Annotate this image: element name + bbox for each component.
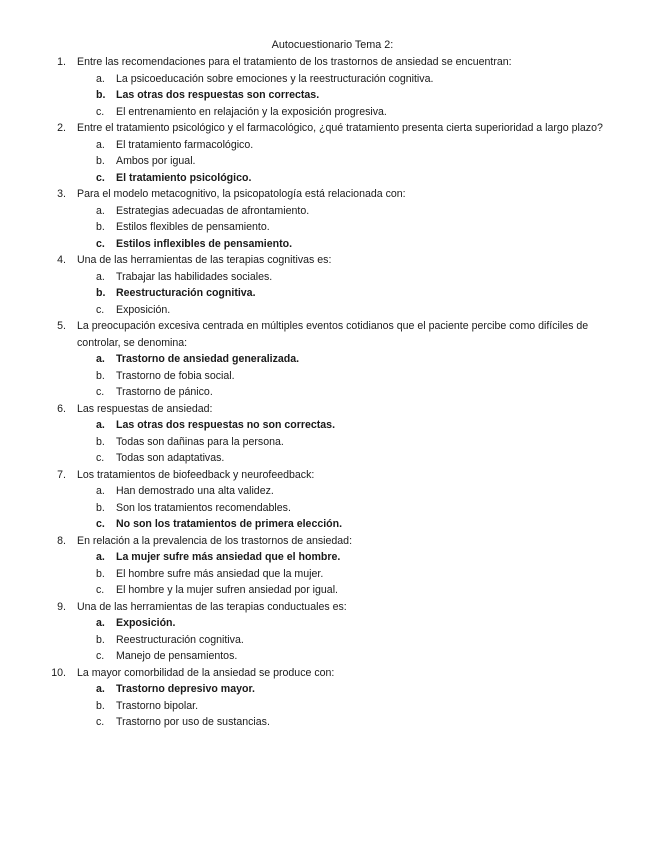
answer-option-correct bbox=[0, 516, 655, 533]
option-letter: a. bbox=[96, 551, 105, 563]
question-number: 10. bbox=[51, 666, 66, 679]
question-line bbox=[0, 533, 655, 550]
answer-option-correct bbox=[0, 417, 655, 434]
question-text: Entre las recomendaciones para el tratamiento de los trastornos de ansiedad se encuentran: bbox=[77, 56, 512, 68]
answer-option-correct bbox=[0, 170, 655, 187]
option-letter: b. bbox=[96, 369, 105, 382]
question-number: 4. bbox=[57, 254, 66, 266]
question-line bbox=[0, 186, 655, 203]
question-line bbox=[0, 599, 655, 616]
option-text: Estilos inflexibles de pensamiento. bbox=[116, 237, 293, 250]
option-letter: b. bbox=[96, 699, 105, 712]
answer-option bbox=[0, 698, 655, 715]
option-letter: c. bbox=[96, 650, 105, 662]
page-title: Autocuestionario Tema 2: bbox=[271, 39, 394, 51]
answer-option-correct bbox=[0, 236, 655, 253]
option-letter: a. bbox=[96, 72, 105, 85]
option-text: Trastorno de ansiedad generalizada. bbox=[116, 353, 300, 365]
question-line bbox=[0, 54, 655, 71]
option-letter: a. bbox=[96, 617, 105, 629]
option-letter: b. bbox=[96, 633, 105, 646]
question-text: La preocupación excesiva centrada en múltiples eventos cotidianos que el paciente percibe como difíciles de controlar, se denomina: bbox=[77, 320, 589, 349]
option-text: Las otras dos respuestas no son correctas. bbox=[116, 419, 336, 431]
answer-option bbox=[0, 269, 655, 286]
question-text: La mayor comorbilidad de la ansiedad se produce con: bbox=[77, 666, 335, 679]
question-text: En relación a la prevalencia de los trastornos de ansiedad: bbox=[77, 534, 353, 547]
question-number: 6. bbox=[57, 402, 66, 415]
answer-option-correct bbox=[0, 549, 655, 566]
option-letter: c. bbox=[96, 452, 105, 464]
answer-option bbox=[0, 153, 655, 170]
answer-option bbox=[0, 71, 655, 88]
option-letter: b. bbox=[96, 155, 105, 167]
option-letter: a. bbox=[96, 683, 105, 695]
option-text: Ambos por igual. bbox=[116, 155, 196, 167]
question-item bbox=[0, 54, 655, 120]
option-letter: a. bbox=[96, 485, 105, 497]
option-text: Han demostrado una alta validez. bbox=[116, 485, 274, 497]
option-text: Exposición. bbox=[116, 303, 171, 316]
question-text: Para el modelo metacognitivo, la psicopatología está relacionada con: bbox=[77, 188, 406, 200]
answer-option-correct bbox=[0, 87, 655, 104]
answer-option-correct bbox=[0, 351, 655, 368]
option-text: Trastorno de pánico. bbox=[116, 386, 213, 398]
answer-option bbox=[0, 500, 655, 517]
option-text: La mujer sufre más ansiedad que el hombre. bbox=[116, 551, 341, 563]
answer-option bbox=[0, 582, 655, 599]
option-letter: c. bbox=[96, 518, 105, 530]
question-number: 1. bbox=[57, 56, 66, 68]
option-letter: b. bbox=[96, 89, 106, 101]
answer-option bbox=[0, 566, 655, 583]
question-item bbox=[0, 120, 655, 186]
option-text: Reestructuración cognitiva. bbox=[116, 287, 256, 299]
question-number: 3. bbox=[57, 188, 66, 200]
question-item bbox=[0, 318, 655, 401]
option-text: Estilos flexibles de pensamiento. bbox=[116, 221, 270, 233]
option-letter: a. bbox=[96, 353, 105, 365]
option-text: El hombre y la mujer sufren ansiedad por igual. bbox=[116, 584, 338, 596]
question-text: Los tratamientos de biofeedback y neurofeedback: bbox=[77, 468, 315, 481]
question-text: Una de las herramientas de las terapias cognitivas es: bbox=[77, 254, 332, 266]
option-text: El tratamiento psicológico. bbox=[116, 171, 252, 184]
answer-option-correct bbox=[0, 681, 655, 698]
option-text: Exposición. bbox=[116, 617, 176, 629]
answer-option bbox=[0, 450, 655, 467]
option-letter: c. bbox=[96, 171, 105, 184]
option-letter: a. bbox=[96, 270, 105, 283]
option-text: Son los tratamientos recomendables. bbox=[116, 501, 291, 514]
option-letter: c. bbox=[96, 716, 105, 728]
answer-option bbox=[0, 219, 655, 236]
answer-option-correct bbox=[0, 615, 655, 632]
option-letter: b. bbox=[96, 435, 105, 448]
question-item bbox=[0, 665, 655, 731]
option-text: Trastorno de fobia social. bbox=[116, 369, 235, 382]
answer-option bbox=[0, 384, 655, 401]
option-text: El tratamiento farmacológico. bbox=[116, 138, 254, 151]
question-line bbox=[0, 318, 627, 351]
question-number: 2. bbox=[57, 122, 66, 134]
answer-option-correct bbox=[0, 285, 655, 302]
option-text: Trastorno depresivo mayor. bbox=[116, 683, 255, 695]
option-letter: b. bbox=[96, 501, 105, 514]
answer-option bbox=[0, 137, 655, 154]
question-item bbox=[0, 599, 655, 665]
question-item bbox=[0, 533, 655, 599]
answer-option bbox=[0, 302, 655, 319]
answer-option bbox=[0, 434, 655, 451]
question-line bbox=[0, 401, 655, 418]
answer-option bbox=[0, 632, 655, 649]
question-text: Una de las herramientas de las terapias conductuales es: bbox=[77, 600, 347, 613]
option-text: Manejo de pensamientos. bbox=[116, 650, 238, 662]
option-letter: c. bbox=[96, 386, 105, 398]
option-text: Reestructuración cognitiva. bbox=[116, 633, 244, 646]
question-text: Las respuestas de ansiedad: bbox=[77, 402, 213, 415]
question-line bbox=[0, 120, 655, 137]
option-text: Las otras dos respuestas son correctas. bbox=[116, 89, 320, 101]
answer-option bbox=[0, 368, 655, 385]
question-list bbox=[0, 54, 655, 731]
option-text: Trastorno por uso de sustancias. bbox=[116, 716, 270, 728]
option-letter: c. bbox=[96, 105, 105, 118]
option-letter: c. bbox=[96, 237, 105, 250]
option-letter: b. bbox=[96, 287, 106, 299]
option-letter: b. bbox=[96, 567, 105, 580]
answer-option bbox=[0, 104, 655, 121]
question-item bbox=[0, 186, 655, 252]
option-text: El hombre sufre más ansiedad que la mujer. bbox=[116, 567, 324, 580]
option-letter: c. bbox=[96, 584, 105, 596]
question-item bbox=[0, 467, 655, 533]
option-letter: a. bbox=[96, 204, 105, 217]
question-number: 9. bbox=[57, 600, 66, 613]
option-text: No son los tratamientos de primera elección. bbox=[116, 518, 343, 530]
option-letter: a. bbox=[96, 419, 105, 431]
option-text: Todas son dañinas para la persona. bbox=[116, 435, 284, 448]
option-text: El entrenamiento en relajación y la exposición progresiva. bbox=[116, 105, 387, 118]
question-number: 5. bbox=[57, 320, 66, 332]
question-text: Entre el tratamiento psicológico y el farmacológico, ¿qué tratamiento presenta cierta superioridad a largo plazo? bbox=[77, 122, 603, 134]
question-line bbox=[0, 252, 655, 269]
option-text: Trabajar las habilidades sociales. bbox=[116, 270, 273, 283]
question-line bbox=[0, 665, 655, 682]
answer-option bbox=[0, 714, 655, 731]
answer-option bbox=[0, 203, 655, 220]
option-text: Estrategias adecuadas de afrontamiento. bbox=[116, 204, 310, 217]
question-number: 7. bbox=[57, 468, 66, 481]
question-item bbox=[0, 252, 655, 318]
option-letter: b. bbox=[96, 221, 105, 233]
answer-option bbox=[0, 483, 655, 500]
question-line bbox=[0, 467, 655, 484]
question-item bbox=[0, 401, 655, 467]
option-text: La psicoeducación sobre emociones y la reestructuración cognitiva. bbox=[116, 72, 434, 85]
option-text: Trastorno bipolar. bbox=[116, 699, 199, 712]
question-number: 8. bbox=[57, 534, 66, 547]
option-text: Todas son adaptativas. bbox=[116, 452, 225, 464]
answer-option bbox=[0, 648, 655, 665]
option-letter: a. bbox=[96, 138, 105, 151]
option-letter: c. bbox=[96, 303, 105, 316]
